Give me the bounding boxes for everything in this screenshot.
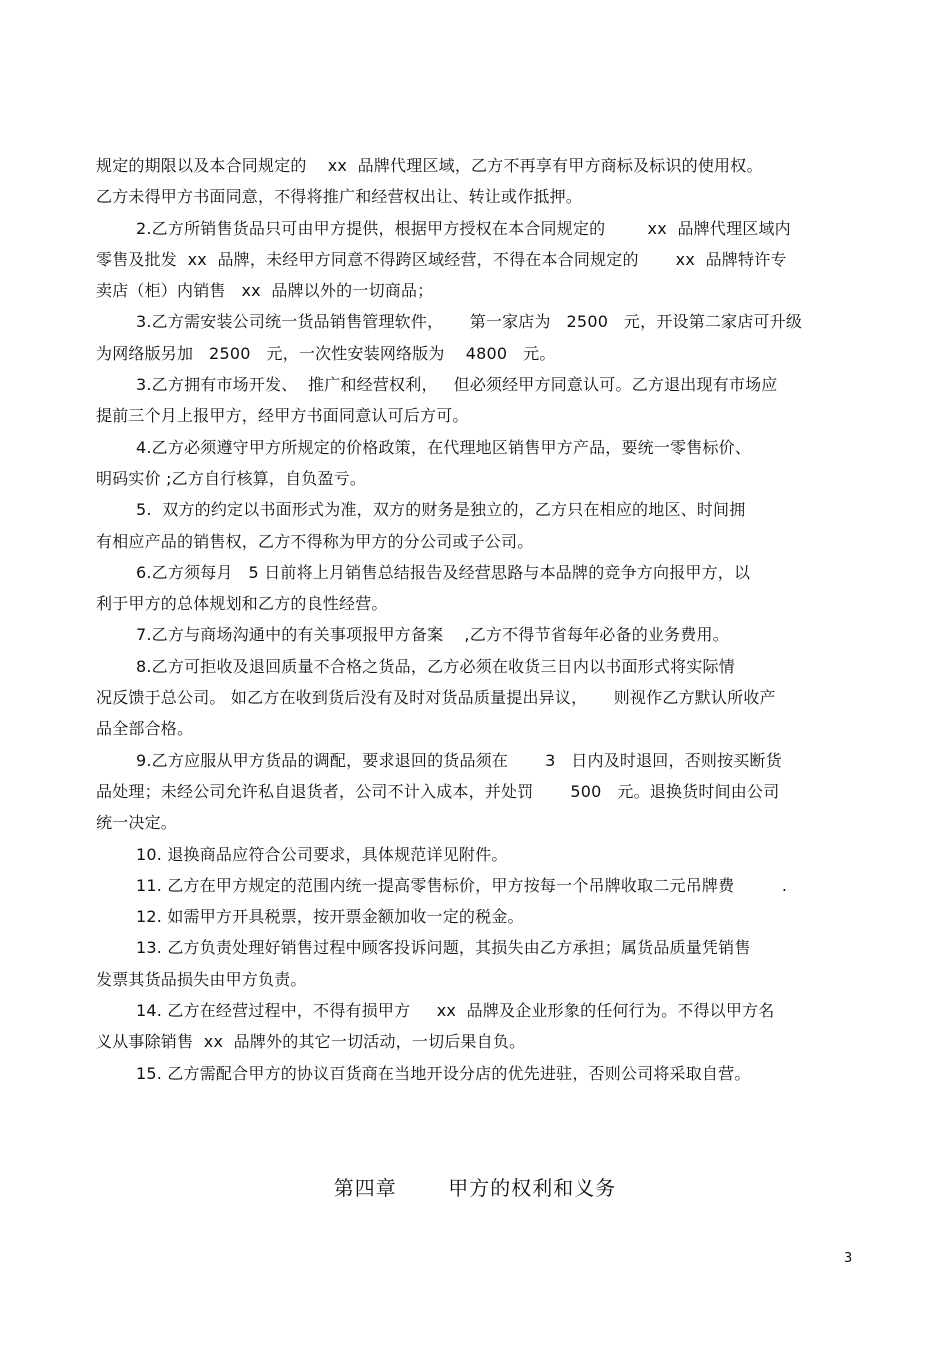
text-line: 10. 退换商品应符合公司要求，具体规范详见附件。 <box>136 844 508 864</box>
text-line: 为网络版另加 2500 元，一次性安装网络版为 4800 元。 <box>96 343 556 363</box>
text-line: 明码实价 ;乙方自行核算，自负盈亏。 <box>96 468 367 488</box>
text-line: 7.乙方与商场沟通中的有关事项报甲方备案 ,乙方不得节省每年必备的业务费用。 <box>136 625 729 645</box>
text-line: 8.乙方可拒收及退回质量不合格之货品，乙方必须在收货三日内以书面形式将实际情 <box>136 656 735 676</box>
text-line: 乙方未得甲方书面同意，不得将推广和经营权出让、转让或作抵押。 <box>96 187 583 207</box>
text-line: 利于甲方的总体规划和乙方的良性经营。 <box>96 594 388 614</box>
text-line: 有相应产品的销售权，乙方不得称为甲方的分公司或子公司。 <box>96 531 534 551</box>
text-line: 14. 乙方在经营过程中，不得有损甲方 xx 品牌及企业形象的任何行为。不得以甲方名 <box>136 1001 775 1021</box>
chapter-heading: 第四章 甲方的权利和义务 <box>333 1176 617 1200</box>
text-line: 卖店（柜）内销售 xx 品牌以外的一切商品； <box>96 281 434 301</box>
text-line: 4.乙方必须遵守甲方所规定的价格政策，在代理地区销售甲方产品，要统一零售标价、 <box>136 437 752 457</box>
text-line: 2.乙方所销售货品只可由甲方提供，根据甲方授权在本合同规定的 xx 品牌代理区域内 <box>136 218 791 238</box>
text-line: 3.乙方需安装公司统一货品销售管理软件， 第一家店为 2500 元，开设第二家店可升级 <box>136 312 803 332</box>
text-line: 6.乙方须每月 5 日前将上月销售总结报告及经营思路与本品牌的竞争方向报甲方，以 <box>136 562 751 582</box>
text-line: 规定的期限以及本合同规定的 xx 品牌代理区域，乙方不再享有甲方商标及标识的使用权。 <box>96 156 763 175</box>
text-line: 3.乙方拥有市场开发、 推广和经营权利， 但必须经甲方同意认可。乙方退出现有市场应 <box>136 375 778 395</box>
text-line: 品全部合格。 <box>96 719 194 739</box>
text-line: 12. 如需甲方开具税票，按开票金额加收一定的税金。 <box>136 907 524 927</box>
text-line: 5. 双方的约定以书面形式为准，双方的财务是独立的，乙方只在相应的地区、时间拥 <box>136 500 746 520</box>
document-body <box>96 150 846 1089</box>
text-line: 9.乙方应服从甲方货品的调配，要求退回的货品须在 3 日内及时退回，否则按买断货 <box>136 750 782 770</box>
text-line: 义从事除销售 xx 品牌外的其它一切活动，一切后果自负。 <box>96 1032 526 1052</box>
text-line: 零售及批发 xx 品牌，未经甲方同意不得跨区域经营，不得在本合同规定的 xx 品牌特许专 <box>96 249 787 269</box>
text-line: 11. 乙方在甲方规定的范围内统一提高零售标价，甲方按每一个吊牌收取二元吊牌费 . <box>136 875 788 895</box>
text-line: 统一决定。 <box>96 813 178 833</box>
text-line: 况反馈于总公司。 如乙方在收到货后没有及时对货品质量提出异议， 则视作乙方默认所收产 <box>96 688 776 708</box>
text-line: 15. 乙方需配合甲方的协议百货商在当地开设分店的优先进驻，否则公司将采取自营。 <box>136 1063 751 1083</box>
text-line: 提前三个月上报甲方，经甲方书面同意认可后方可。 <box>96 406 469 426</box>
page-number: 3 <box>844 1251 853 1266</box>
text-line: 13. 乙方负责处理好销售过程中顾客投诉问题，其损失由乙方承担；属货品质量凭销售 <box>136 938 751 958</box>
text-line: 发票其货品损失由甲方负责。 <box>96 969 307 989</box>
text-line: 品处理；未经公司允许私自退货者，公司不计入成本，并处罚 500 元。退换货时间由公司 <box>96 781 780 801</box>
